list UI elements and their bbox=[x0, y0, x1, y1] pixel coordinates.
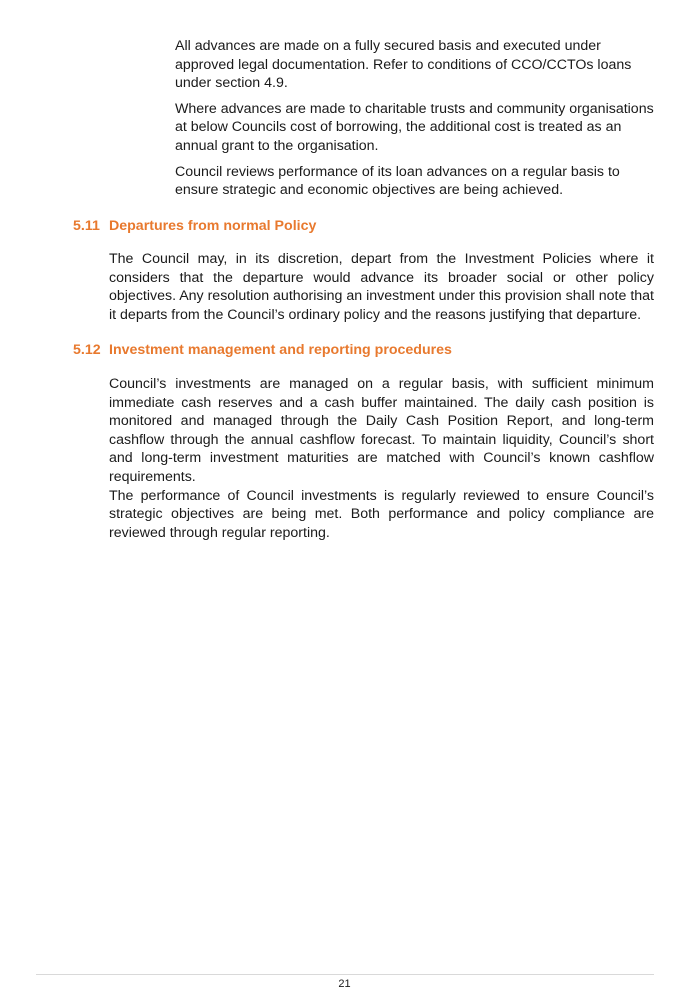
footer-divider bbox=[36, 974, 654, 975]
paragraph-investment-management: Council’s investments are managed on a regular basis, with sufficient minimum immediate cash reserves and a cash buffer maintained. The daily cash position is monitored and managed through the Daily Cash Position Report, and long-term cashflow through the annual cashflow forecast. To maintain liquidity, Council’s short and long-term investment maturities are matched with Council’s known cashflow requirements. bbox=[109, 376, 654, 485]
loan-advances-continuation bbox=[175, 37, 654, 200]
page-number: 21 bbox=[338, 978, 351, 990]
section-heading-5-12 bbox=[73, 342, 452, 358]
paragraph-loan-performance: Council reviews performance of its loan advances on a regular basis to ensure strategic and economic objectives are being achieved. bbox=[175, 163, 620, 199]
paragraph-charitable-trusts: Where advances are made to charitable trusts and community organisations at below Councils cost of borrowing, the additional cost is treated as an annual grant to the organisation. bbox=[175, 100, 654, 154]
section-body-5-12 bbox=[109, 375, 654, 542]
section-body-5-11 bbox=[109, 250, 654, 324]
section-title: Investment management and reporting procedures bbox=[109, 342, 452, 358]
section-number: 5.11 bbox=[73, 218, 100, 234]
section-title: Departures from normal Policy bbox=[109, 218, 317, 234]
paragraph-departures: The Council may, in its discretion, depart from the Investment Policies where it considers that the departure would advance its broader social or other policy objectives. Any resolution authorising an investment under this provision shall note that it departs from the Council’s ordinary policy and the reasons justifying that departure. bbox=[109, 251, 654, 323]
section-heading-5-11 bbox=[73, 218, 316, 234]
paragraph-secured-advances: All advances are made on a fully secured basis and executed under approved legal documentation. Refer to conditions of CCO/CCTOs loans under section 4.9. bbox=[175, 38, 632, 92]
paragraph-investment-performance: The performance of Council investments is regularly reviewed to ensure Council’s strategic objectives are being met. Both performance and policy compliance are reviewed through regular reporting. bbox=[109, 487, 654, 541]
section-number: 5.12 bbox=[73, 342, 101, 358]
